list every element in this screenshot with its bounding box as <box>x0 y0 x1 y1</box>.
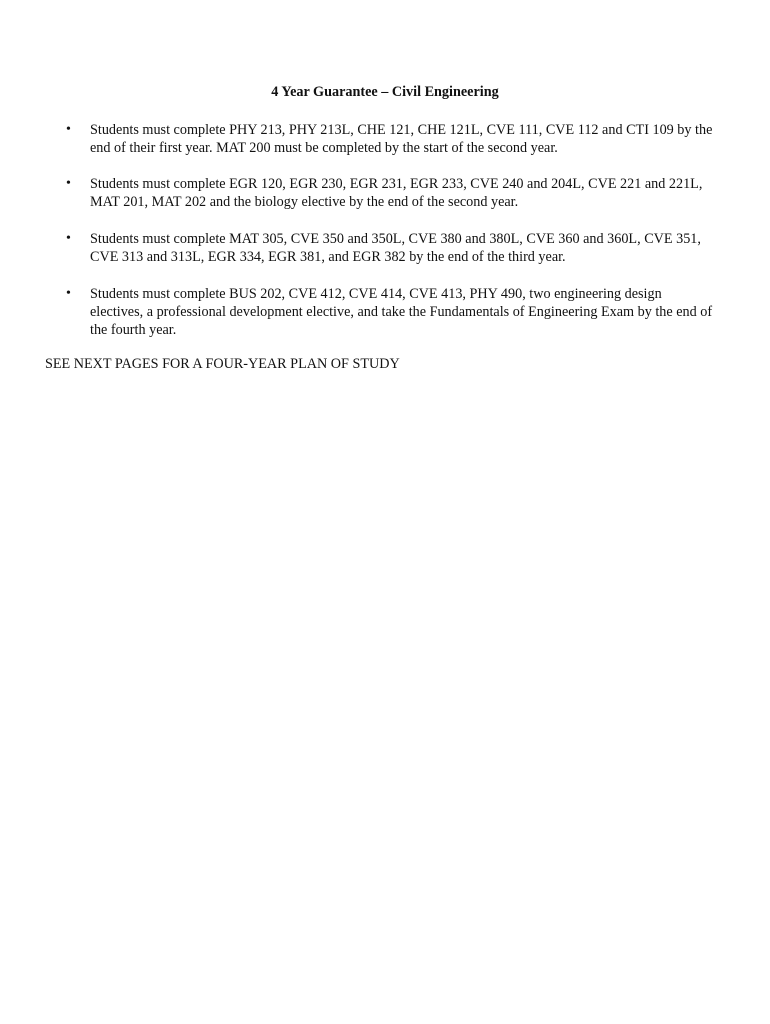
requirement-text: Students must complete PHY 213, PHY 213L, CHE 121, CHE 121L, CVE 111, CVE 112 and CTI 109 by the end of their first year. MAT 200 must be completed by the start of the second year. <box>90 122 713 156</box>
bullet-icon: • <box>66 286 71 301</box>
bullet-icon: • <box>66 231 71 246</box>
requirement-text: Students must complete MAT 305, CVE 350 and 350L, CVE 380 and 380L, CVE 360 and 360L, CVE 351, CVE 313 and 313L, EGR 334, EGR 381, and EGR 382 by the end of the third year. <box>90 231 701 265</box>
requirement-text: Students must complete BUS 202, CVE 412, CVE 414, CVE 413, PHY 490, two engineering design electives, a professional development elective, and take the Fundamentals of Engineering Exam by the end of the fourth year. <box>90 286 713 338</box>
bullet-icon: • <box>66 122 71 137</box>
document-title: 4 Year Guarantee – Civil Engineering <box>271 84 499 100</box>
see-next-pages-note: SEE NEXT PAGES FOR A FOUR-YEAR PLAN OF STUDY <box>45 356 400 372</box>
requirement-text: Students must complete EGR 120, EGR 230, EGR 231, EGR 233, CVE 240 and 204L, CVE 221 and 221L, MAT 201, MAT 202 and the biology elective by the end of the second year. <box>90 176 703 210</box>
bullet-icon: • <box>66 176 71 191</box>
